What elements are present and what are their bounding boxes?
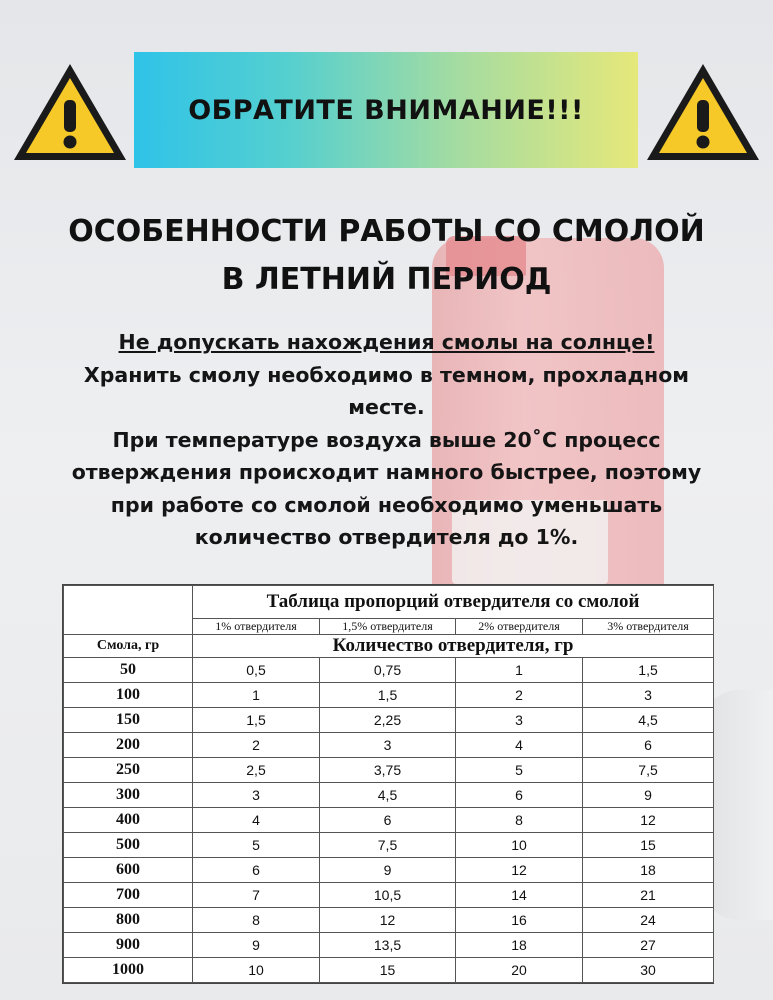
hardener-amount-cell: 4 — [193, 808, 320, 833]
hardener-amount-cell: 12 — [456, 858, 583, 883]
percent-header: 1% отвердителя — [193, 619, 320, 635]
table-row — [64, 958, 714, 983]
hardener-amount-cell: 3 — [320, 733, 456, 758]
resin-amount-cell: 50 — [64, 658, 193, 683]
resin-amount-cell: 100 — [64, 683, 193, 708]
percent-header: 1,5% отвердителя — [320, 619, 456, 635]
instructions-text — [0, 326, 773, 554]
hardener-amount-cell: 18 — [456, 933, 583, 958]
proportions-table — [62, 584, 714, 984]
hardener-amount-cell: 2,5 — [193, 758, 320, 783]
instruction-line: отверждения происходит намного быстрее, поэтому — [71, 460, 702, 484]
hardener-amount-cell: 13,5 — [320, 933, 456, 958]
hardener-amount-cell: 20 — [456, 958, 583, 983]
hardener-amount-cell: 1,5 — [583, 658, 714, 683]
hardener-amount-cell: 27 — [583, 933, 714, 958]
attention-banner-text: ОБРАТИТЕ ВНИМАНИЕ!!! — [188, 94, 584, 126]
hardener-amount-header: Количество отвердителя, гр — [193, 635, 714, 658]
hardener-amount-cell: 8 — [193, 908, 320, 933]
hardener-amount-cell: 24 — [583, 908, 714, 933]
hardener-amount-cell: 2,25 — [320, 708, 456, 733]
hardener-amount-cell: 2 — [456, 683, 583, 708]
hardener-amount-cell: 8 — [456, 808, 583, 833]
resin-amount-cell: 300 — [64, 783, 193, 808]
instruction-line: при работе со смолой необходимо уменьшать — [110, 492, 663, 517]
table-row — [64, 783, 714, 808]
hardener-amount-cell: 21 — [583, 883, 714, 908]
table-row — [64, 708, 714, 733]
hardener-amount-cell: 2 — [193, 733, 320, 758]
attention-banner — [134, 52, 638, 168]
hardener-amount-cell: 9 — [320, 858, 456, 883]
page-title — [0, 208, 773, 304]
page-title-line: В ЛЕТНИЙ ПЕРИОД — [221, 262, 552, 297]
instruction-line: Хранить смолу необходимо в темном, прохладном — [83, 362, 690, 387]
hardener-amount-cell: 4,5 — [583, 708, 714, 733]
resin-amount-cell: 200 — [64, 733, 193, 758]
table-row — [64, 908, 714, 933]
table-row — [64, 808, 714, 833]
percent-header: 3% отвердителя — [583, 619, 714, 635]
table-row — [64, 833, 714, 858]
resin-amount-cell: 900 — [64, 933, 193, 958]
hardener-amount-cell: 6 — [320, 808, 456, 833]
percent-header: 2% отвердителя — [456, 619, 583, 635]
table-row — [64, 933, 714, 958]
table-corner-cell — [64, 586, 193, 635]
hardener-amount-cell: 3 — [193, 783, 320, 808]
sun-warning: Не допускать нахождения смолы на солнце! — [118, 330, 655, 354]
hardener-amount-cell: 6 — [456, 783, 583, 808]
hardener-amount-cell: 30 — [583, 958, 714, 983]
hardener-amount-cell: 5 — [456, 758, 583, 783]
hardener-amount-cell: 10 — [456, 833, 583, 858]
warning-triangle-icon — [10, 60, 130, 164]
table-title: Таблица пропорций отвердителя со смолой — [193, 586, 714, 619]
hardener-amount-cell: 9 — [583, 783, 714, 808]
hardener-amount-cell: 1 — [456, 658, 583, 683]
hardener-amount-cell: 15 — [320, 958, 456, 983]
hardener-amount-cell: 4 — [456, 733, 583, 758]
hardener-amount-cell: 1 — [193, 683, 320, 708]
hardener-amount-cell: 1,5 — [193, 708, 320, 733]
hardener-amount-cell: 10,5 — [320, 883, 456, 908]
hardener-amount-cell: 6 — [583, 733, 714, 758]
hardener-amount-cell: 3 — [583, 683, 714, 708]
hardener-amount-cell: 10 — [193, 958, 320, 983]
resin-header: Смола, гр — [64, 635, 193, 658]
resin-amount-cell: 400 — [64, 808, 193, 833]
page-title-line: ОСОБЕННОСТИ РАБОТЫ СО СМОЛОЙ — [68, 214, 705, 249]
hardener-amount-cell: 0,5 — [193, 658, 320, 683]
resin-amount-cell: 150 — [64, 708, 193, 733]
table-row — [64, 758, 714, 783]
hardener-amount-cell: 3,75 — [320, 758, 456, 783]
resin-amount-cell: 1000 — [64, 958, 193, 983]
hardener-amount-cell: 1,5 — [320, 683, 456, 708]
hardener-amount-cell: 3 — [456, 708, 583, 733]
hardener-amount-cell: 7,5 — [583, 758, 714, 783]
hardener-amount-cell: 5 — [193, 833, 320, 858]
table-row — [64, 683, 714, 708]
table-row — [64, 733, 714, 758]
hardener-amount-cell: 16 — [456, 908, 583, 933]
resin-amount-cell: 800 — [64, 908, 193, 933]
hardener-amount-cell: 6 — [193, 858, 320, 883]
table-row — [64, 883, 714, 908]
table-row — [64, 658, 714, 683]
instruction-line: количество отвердителя до 1%. — [194, 525, 579, 549]
hardener-amount-cell: 0,75 — [320, 658, 456, 683]
warning-triangle-icon — [643, 60, 763, 164]
hardener-amount-cell: 9 — [193, 933, 320, 958]
hardener-amount-cell: 12 — [583, 808, 714, 833]
resin-amount-cell: 500 — [64, 833, 193, 858]
instruction-line: При температуре воздуха выше 20˚С процесс — [112, 427, 661, 452]
hardener-amount-cell: 7 — [193, 883, 320, 908]
hardener-amount-cell: 18 — [583, 858, 714, 883]
table-row — [64, 858, 714, 883]
hardener-amount-cell: 7,5 — [320, 833, 456, 858]
instruction-line: месте. — [348, 395, 425, 419]
hardener-amount-cell: 4,5 — [320, 783, 456, 808]
resin-amount-cell: 600 — [64, 858, 193, 883]
hardener-amount-cell: 14 — [456, 883, 583, 908]
resin-amount-cell: 700 — [64, 883, 193, 908]
resin-amount-cell: 250 — [64, 758, 193, 783]
hardener-amount-cell: 12 — [320, 908, 456, 933]
hardener-amount-cell: 15 — [583, 833, 714, 858]
